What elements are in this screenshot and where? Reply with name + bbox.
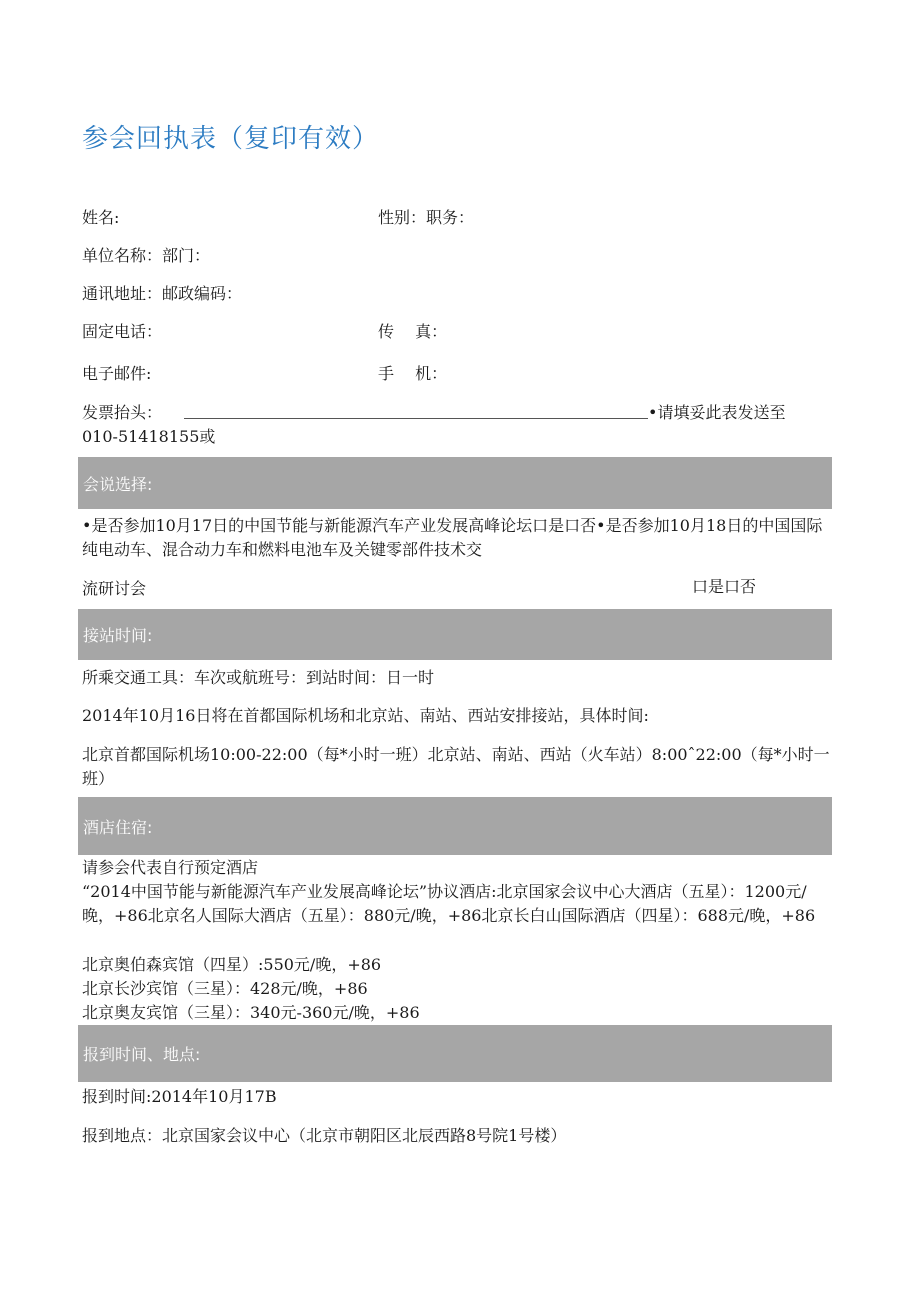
meeting-seminar-label: 流研讨会 bbox=[82, 579, 147, 598]
hotel-main: “2014中国节能与新能源汽车产业发展高峰论坛”协议酒店:北京国家会议中心大酒店（五星）：1200元/晚，+86北京名人国际大酒店（五星）：880元/晚，+86北京长白山国际酒店（四星）：688元/晚，+86 bbox=[82, 882, 816, 925]
register-time: 报到时间:2014年10月17B bbox=[82, 1087, 277, 1106]
name-label: 姓名: bbox=[82, 208, 120, 227]
section-hotel-title: 酒店住宿: bbox=[83, 817, 153, 837]
organization-label: 单位名称：部门： bbox=[82, 246, 211, 265]
section-pickup-title: 接站时间: bbox=[83, 626, 153, 645]
mobile-label: 手 机： bbox=[378, 364, 448, 383]
register-place: 报到地点：北京国家会议中心（北京市朝阳区北辰西路8号院1号楼） bbox=[82, 1126, 567, 1145]
phone-label: 固定电话： bbox=[82, 322, 163, 341]
section-register-header bbox=[78, 1025, 832, 1082]
section-pickup-header bbox=[78, 609, 832, 660]
invoice-underline bbox=[184, 418, 648, 419]
section-hotel-header bbox=[78, 797, 832, 855]
send-number: 010-51418155或 bbox=[82, 427, 216, 446]
meeting-options: •是否参加10月17日的中国节能与新能源汽车产业发展高峰论坛口是口否•是否参加10月18日的中国国际纯电动车、混合动力车和燃料电池车及关键零部件技术交 bbox=[82, 516, 823, 559]
hotel-aoyou: 北京奥友宾馆（三星）：340元-360元/晚，+86 bbox=[82, 1003, 420, 1022]
section-meeting-title: 会说选择: bbox=[83, 474, 153, 494]
address-label: 通讯地址：邮政编码： bbox=[82, 284, 243, 303]
email-label: 电子邮件: bbox=[82, 364, 152, 383]
send-instruction: •请填妥此表发送至 bbox=[648, 403, 786, 422]
page-title: 参会回执表（复印有效） bbox=[82, 124, 380, 154]
section-meeting-header bbox=[78, 457, 832, 509]
pickup-schedule: 北京首都国际机场10:00-22:00（每*小时一班）北京站、南站、西站（火车站）8:00ˆ22:00（每*小时一班） bbox=[82, 745, 830, 788]
invoice-label: 发票抬头： bbox=[82, 403, 163, 422]
hotel-changsha: 北京长沙宾馆（三星）：428元/晚，+86 bbox=[82, 979, 368, 998]
hotel-intro: 请参会代表自行预定酒店 bbox=[82, 858, 259, 877]
gender-title-label: 性别：职务： bbox=[378, 208, 475, 227]
pickup-arrangement: 2014年10月16日将在首都国际机场和北京站、南站、西站安排接站，具体时间: bbox=[82, 706, 649, 725]
hotel-aoborsen: 北京奥伯森宾馆（四星）:550元/晚，+86 bbox=[82, 955, 382, 974]
meeting-seminar-choice: 口是口否 bbox=[692, 577, 757, 596]
section-register-title: 报到时间、地点: bbox=[83, 1045, 201, 1064]
pickup-transport: 所乘交通工具：车次或航班号：到站时间：日一时 bbox=[82, 668, 435, 687]
fax-label: 传 真： bbox=[378, 322, 448, 341]
